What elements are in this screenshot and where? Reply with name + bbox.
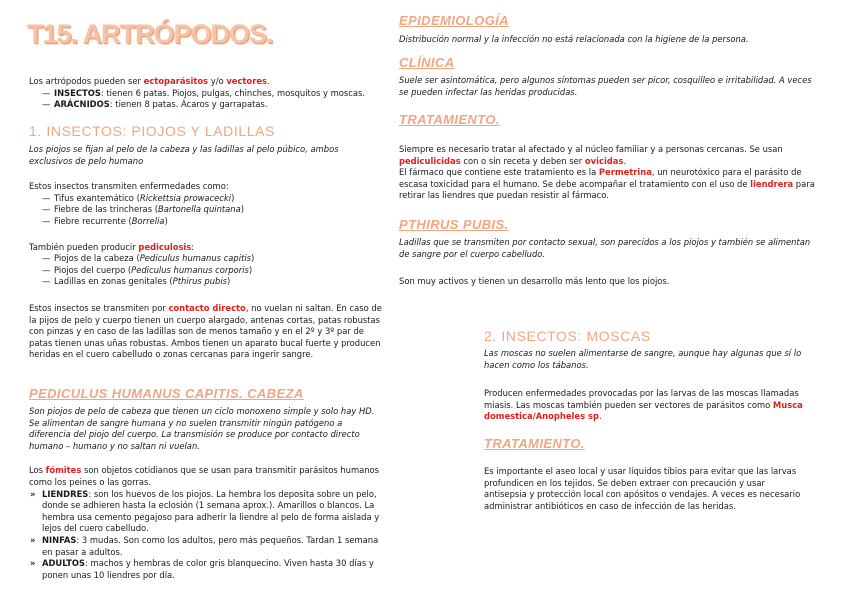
- insectos-section: [29, 144, 384, 361]
- heading-tratamiento-moscas: TRATAMIENTO.: [484, 436, 585, 451]
- stages-list: [29, 489, 384, 582]
- list-item: — Ladillas en zonas genitales (Pthirus pubis): [43, 276, 384, 288]
- list-item: — Fiebre recurrente (Borrelia): [43, 216, 384, 228]
- tratamiento-piojos-section: [399, 144, 819, 202]
- fomites-paragraph: Los fómites son objetos cotidianos que se usan para transmitir parásitos humanos como los peines o las gorras.: [29, 465, 380, 487]
- tratamiento-moscas-text: Es importante el aseo local y usar líquidos tibios para evitar que las larvas profundicen en los tejidos. Se deben extraer con precaución y usar antisepsia y protección local con apósitos o vendajes. A veces es necesario administrar antibióticos en caso de infección de las heridas.: [484, 466, 801, 511]
- list-item: — ARÁCNIDOS: tienen 8 patas. Ácaros y garrapatas.: [43, 99, 381, 111]
- capitis-section: [29, 406, 384, 581]
- heading-tratamiento-piojos: TRATAMIENTO.: [399, 112, 500, 127]
- pthirus-subtitle: Ladillas que se transmiten por contacto sexual, son parecidos a los piojos y también se alimentan de sangre por el cuerpo cabelludo.: [399, 237, 811, 259]
- diseases-intro: Estos insectos transmiten enfermedades como:: [29, 181, 229, 192]
- moscas-text: Producen enfermedades provocadas por las larvas de las moscas llamadas miasis. Las moscas también pueden ser vectores de parásitos como Musca domestica/Anopheles sp.: [484, 388, 803, 422]
- pediculosis-intro: También pueden producir pediculosis:: [29, 241, 195, 252]
- list-item: — Piojos del cuerpo (Pediculus humanus corporis): [43, 265, 384, 277]
- heading-pthirus: PTHIRUS PUBIS.: [399, 217, 509, 232]
- heading-moscas: 2. INSECTOS: MOSCAS: [484, 328, 651, 344]
- heading-capitis: PEDICULUS HUMANUS CAPITIS. CABEZA: [29, 386, 304, 401]
- heading-clinica: CLÍNICA: [399, 55, 455, 70]
- insectos-subtitle: Los piojos se fijan al pelo de la cabeza y las ladillas al pelo púbico, ambos exclusivos de pelo humano: [29, 144, 339, 166]
- tratamiento-paragraph-1: Siempre es necesario tratar al afectado y al núcleo familiar y a personas cercanas. Se usan pediculicidas con o sin receta y deben ser ovicidas.: [399, 144, 783, 166]
- moscas-subtitle: Las moscas no suelen alimentarse de sangre, aunque hay algunas que sí lo hacen como los tábanos.: [484, 348, 802, 370]
- list-item: — Piojos de la cabeza (Pediculus humanus capitis): [43, 253, 384, 265]
- intro-text: Los artrópodos pueden ser ectoparásitos y/o vectores.: [29, 76, 270, 86]
- intro-list: [29, 88, 381, 111]
- diseases-list: [29, 193, 384, 228]
- intro-section: [29, 76, 381, 111]
- list-item: » ADULTOS: machos y hembras de color gris blanquecino. Viven hasta 30 días y ponen unas 10 liendres por día.: [42, 558, 384, 581]
- heading-insectos-piojos: 1. INSECTOS: PIOJOS Y LADILLAS: [29, 123, 275, 139]
- clinica-text: Suele ser asintomática, pero algunos síntomas pueden ser picor, cosquilleo e irritabilidad. A veces se pueden infectar las heridas producidas.: [399, 75, 812, 97]
- capitis-subtitle: Son piojos de pelo de cabeza que tienen un ciclo monoxeno simple y solo hay HD. Se alimentan de sangre humana y no suelen transmitir ningún patógeno a diferencia del piojo del cuerpo. La transmisión se produce por contacto directo humano – humano y no saltan ni vuelan.: [29, 406, 375, 451]
- list-item: — Tifus exantemático (Rickettsia prowacecki): [43, 193, 384, 205]
- pthirus-text: Son muy activos y tienen un desarrollo más lento que los piojos.: [399, 276, 670, 286]
- heading-epidemiologia: EPIDEMIOLOGÍA: [399, 13, 509, 28]
- contact-paragraph: Estos insectos se transmiten por contacto directo, no vuelan ni saltan. En caso de la pijos de pelo y cuerpo tienen un cuerpo alargado, antenas cortas, patas robustas con pinzas y en caso de las ladillas son de menos tamaño y en el 2º y 3º par de patas tienen unas uñas robustas. Ambos tienen un aparato bucal fuerte y producen heridas en el cuero cabelludo o zonas cercanas para ingerir sangre.: [29, 302, 382, 360]
- list-item: — INSECTOS: tienen 6 patas. Piojos, pulgas, chinches, mosquitos y moscas.: [43, 88, 381, 100]
- list-item: » LIENDRES: son los huevos de los piojos. La hembra los deposita sobre un pelo, donde se adhieren hasta la eclosión (1 semana aprox.). Amarillos o blancos. La hembra usa cemento pegajoso para adherir la liendre al pelo de forma aislada y lejos del cuero cabelludo.: [42, 489, 384, 535]
- list-item: » NINFAS: 3 mudas. Son como los adultos, pero más pequeños. Tardan 1 semana en pasar a adultos.: [42, 535, 384, 558]
- page-title: T15. ARTRÓPODOS.: [27, 19, 273, 49]
- list-item: — Fiebre de las trincheras (Bartonella quintana): [43, 204, 384, 216]
- epidemiologia-text: Distribución normal y la infección no está relacionada con la higiene de la persona.: [399, 34, 749, 44]
- pediculosis-list: [29, 253, 384, 288]
- tratamiento-paragraph-2: El fármaco que contiene este tratamiento es la Permetrina, un neurotóxico para el parásito de escasa toxicidad para el humano. Se debe acompañar el tratamiento con el uso de liendrera para retirar las liendres que puedan resistir al fármaco.: [399, 167, 815, 201]
